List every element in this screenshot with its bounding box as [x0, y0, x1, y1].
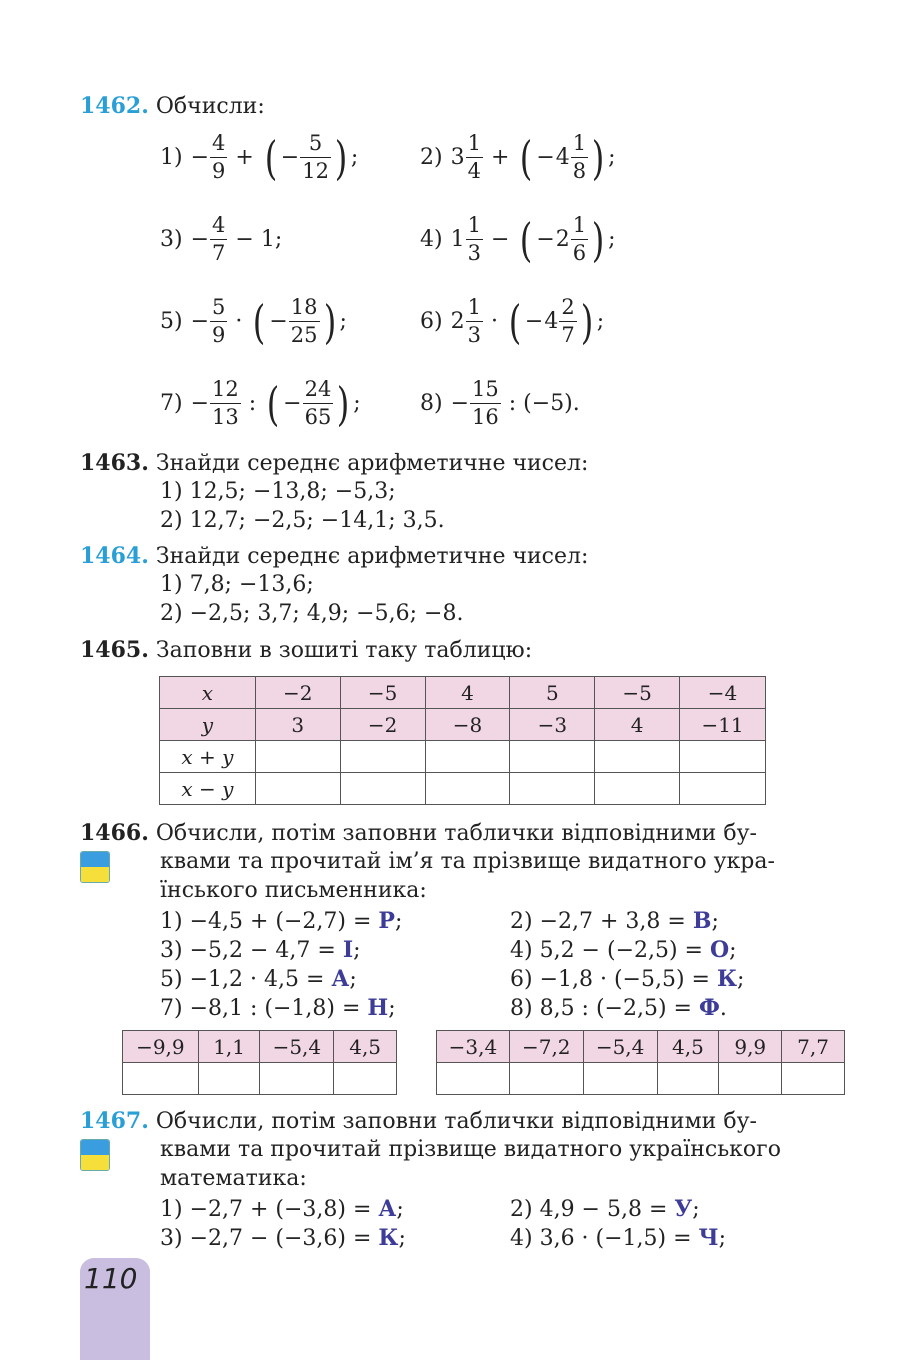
- equation: 8) 8,5 : (−2,5) = Ф.: [510, 995, 727, 1021]
- table-cell: −8: [425, 709, 510, 741]
- empty-cell: [719, 1063, 782, 1095]
- ukraine-flag-icon: [80, 1139, 110, 1171]
- answer-table-right: [436, 1030, 845, 1095]
- empty-cell: [595, 741, 680, 773]
- problem-number: 1467.: [80, 1108, 149, 1134]
- fraction: $\frac{5}{9}$: [212, 295, 226, 347]
- problem-1467-heading: [80, 1108, 757, 1134]
- fraction: $\frac{1}{3}$: [467, 295, 481, 347]
- empty-cell: [425, 773, 510, 805]
- empty-cell: [425, 741, 510, 773]
- problem-title: Обчисли:: [155, 94, 265, 119]
- empty-cell: [782, 1063, 845, 1095]
- empty-cell: [334, 1063, 397, 1095]
- empty-cell: [510, 773, 595, 805]
- table-cell: −2: [340, 709, 425, 741]
- problem-title: Знайди середнє арифметичне чисел:: [155, 544, 589, 569]
- fraction: $\frac{4}{7}$: [212, 213, 226, 265]
- problem-number: 1462.: [80, 93, 149, 119]
- problem-title: Знайди середнє арифметичне чисел:: [155, 451, 589, 476]
- fraction: $\frac{1}{8}$: [572, 131, 587, 183]
- fraction: $\frac{15}{16}$: [472, 377, 499, 429]
- problem-1463-heading: [80, 450, 588, 476]
- equation: 1) −4,5 + (−2,7) = Р;: [160, 908, 403, 934]
- table-cell: x − y: [160, 773, 256, 805]
- fraction: $\frac{1}{4}$: [467, 131, 481, 183]
- table-cell: x: [160, 677, 256, 709]
- equation: 1) −2,7 + (−3,8) = А;: [160, 1196, 404, 1222]
- empty-cell: [583, 1063, 657, 1095]
- ukraine-flag-icon: [80, 851, 110, 883]
- problem-title: Заповни в зошиті таку таблицю:: [155, 638, 533, 663]
- table-row-y: [160, 709, 766, 741]
- table-row-diff: [160, 773, 766, 805]
- empty-cell: [437, 1063, 510, 1095]
- expr-1462-1: 1) − $\frac{4}{9}$ + ( − $\frac{5}{12}$ ) ;: [160, 130, 359, 185]
- equation: 4) 3,6 · (−1,5) = Ч;: [510, 1225, 727, 1251]
- empty-cell: [657, 1063, 719, 1095]
- table-cell: 1,1: [198, 1031, 260, 1063]
- expr-1462-2: 2) 3 $\frac{1}{4}$ + ( − 4 $\frac{1}{8}$ ) ;: [420, 130, 616, 185]
- problem-text: математика:: [160, 1166, 307, 1191]
- problem-1463-line2: 2) 12,7; −2,5; −14,1; 3,5.: [160, 508, 445, 533]
- problem-1464-heading: [80, 543, 588, 569]
- problem-text: їнського письменника:: [160, 878, 427, 903]
- equation: 4) 5,2 − (−2,5) = О;: [510, 937, 737, 963]
- empty-cell: [509, 1063, 583, 1095]
- table-cell: 4: [595, 709, 680, 741]
- answer-table-left: [122, 1030, 397, 1095]
- problem-number: 1464.: [80, 543, 149, 569]
- table-cell: −9,9: [123, 1031, 199, 1063]
- problem-1462-heading: [80, 93, 265, 119]
- table-cell: −3: [510, 709, 595, 741]
- problem-number: 1465.: [80, 637, 149, 663]
- problem-1463-line1: 1) 12,5; −13,8; −5,3;: [160, 479, 396, 504]
- table-cell: −4: [680, 677, 766, 709]
- fraction: $\frac{4}{9}$: [212, 131, 226, 183]
- equation: 6) −1,8 · (−5,5) = К;: [510, 966, 745, 992]
- empty-cell: [340, 741, 425, 773]
- empty-cell: [260, 1063, 334, 1095]
- empty-cell: [198, 1063, 260, 1095]
- fraction: $\frac{5}{12}$: [302, 131, 329, 183]
- table-cell: 4,5: [657, 1031, 719, 1063]
- empty-cell: [595, 773, 680, 805]
- problem-1464-line1: 1) 7,8; −13,6;: [160, 572, 314, 597]
- empty-cell: [255, 773, 340, 805]
- expr-1462-7: 7) − $\frac{12}{13}$ : ( − $\frac{24}{65}$ ) ;: [160, 376, 361, 431]
- problem-text: Обчисли, потім заповни таблички відповідними бу-: [155, 1109, 757, 1134]
- table-cell: 4,5: [334, 1031, 397, 1063]
- table-cell: x + y: [160, 741, 256, 773]
- fraction: $\frac{1}{3}$: [467, 213, 481, 265]
- fraction: $\frac{18}{25}$: [290, 295, 318, 347]
- table-cell: −3,4: [437, 1031, 510, 1063]
- empty-cell: [340, 773, 425, 805]
- equation: 3) −5,2 − 4,7 = І;: [160, 937, 361, 963]
- problem-text: квами та прочитай ім’я та прізвище видатного укра-: [160, 849, 775, 874]
- empty-cell: [680, 773, 766, 805]
- fraction: $\frac{2}{7}$: [561, 295, 575, 347]
- problem-text: Обчисли, потім заповни таблички відповідними бу-: [155, 821, 757, 846]
- problem-1465-heading: [80, 637, 532, 663]
- equation: 3) −2,7 − (−3,6) = К;: [160, 1225, 406, 1251]
- expr-1462-3: 3) − $\frac{4}{7}$ − 1;: [160, 213, 283, 265]
- table-row-x: [160, 677, 766, 709]
- table-cell: −7,2: [509, 1031, 583, 1063]
- equation: 5) −1,2 · 4,5 = А;: [160, 966, 357, 992]
- equation: 2) −2,7 + 3,8 = В;: [510, 908, 719, 934]
- table-cell: −5,4: [260, 1031, 334, 1063]
- table-cell: 7,7: [782, 1031, 845, 1063]
- empty-cell: [255, 741, 340, 773]
- problem-number: 1466.: [80, 820, 149, 846]
- empty-cell: [510, 741, 595, 773]
- table-cell: 4: [425, 677, 510, 709]
- table-cell: −5: [340, 677, 425, 709]
- fraction: $\frac{1}{6}$: [572, 213, 587, 265]
- fraction: $\frac{12}{13}$: [212, 377, 239, 429]
- table-cell: −5,4: [583, 1031, 657, 1063]
- expr-1462-5: 5) − $\frac{5}{9}$ · ( − $\frac{18}{25}$ ) ;: [160, 294, 347, 349]
- table-cell: −2: [255, 677, 340, 709]
- table-cell: −5: [595, 677, 680, 709]
- table-cell: 9,9: [719, 1031, 782, 1063]
- problem-1464-line2: 2) −2,5; 3,7; 4,9; −5,6; −8.: [160, 601, 464, 626]
- fraction: $\frac{24}{65}$: [304, 377, 332, 429]
- problem-1466-heading: [80, 820, 757, 846]
- problem-number: 1463.: [80, 450, 149, 476]
- expr-1462-4: 4) 1 $\frac{1}{3}$ − ( − 2 $\frac{1}{6}$ ) ;: [420, 212, 616, 267]
- table-row-sum: [160, 741, 766, 773]
- table-cell: y: [160, 709, 256, 741]
- table-cell: −11: [680, 709, 766, 741]
- problem-text: квами та прочитай прізвище видатного українського: [160, 1137, 781, 1162]
- xy-table: [159, 676, 766, 805]
- empty-cell: [680, 741, 766, 773]
- equation: 2) 4,9 − 5,8 = У;: [510, 1196, 700, 1222]
- page-number: 110: [84, 1262, 138, 1295]
- table-cell: 5: [510, 677, 595, 709]
- expr-1462-8: 8) − $\frac{15}{16}$ : (−5).: [420, 377, 580, 429]
- expr-1462-6: 6) 2 $\frac{1}{3}$ · ( − 4 $\frac{2}{7}$ ) ;: [420, 294, 605, 349]
- empty-cell: [123, 1063, 199, 1095]
- table-cell: 3: [255, 709, 340, 741]
- equation: 7) −8,1 : (−1,8) = Н;: [160, 995, 396, 1021]
